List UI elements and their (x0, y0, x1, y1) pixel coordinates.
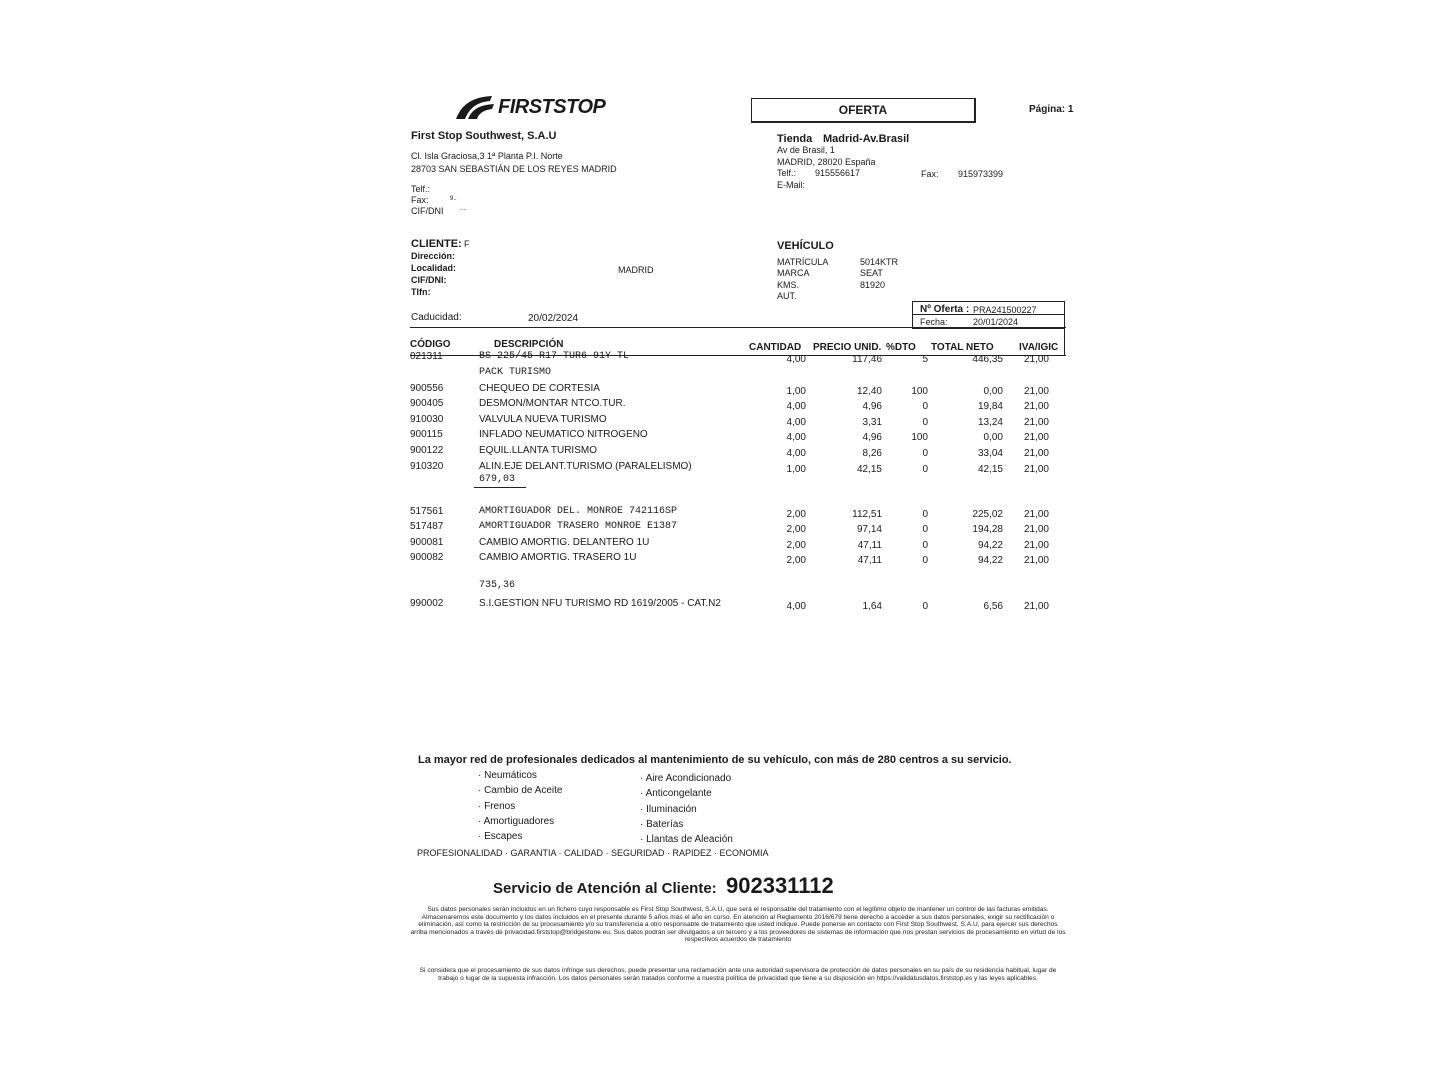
col-header-cantidad: CANTIDAD (749, 342, 802, 353)
subtotal-underline (474, 487, 526, 488)
row-unit-price: 1,64 (862, 601, 882, 612)
store-address2: MADRID, 28020 España (777, 157, 876, 167)
col-header-dto: %DTO (886, 342, 916, 353)
service-item (640, 773, 731, 784)
company-address1: Cl. Isla Graciosa,3 1ª Planta P.I. Norte (411, 151, 563, 161)
store-email-label: E-Mail: (777, 180, 806, 190)
vehicle-matricula-label: MATRÍCULA (777, 257, 829, 267)
row-quantity: 4,00 (786, 448, 806, 459)
row-iva: 21,00 (1023, 464, 1049, 475)
row-description: S.I.GESTION NFU TURISMO RD 1619/2005 - CAT.N2 (479, 598, 721, 609)
row-total-net: 0,00 (983, 386, 1003, 397)
vehicle-marca-value: SEAT (860, 268, 883, 278)
row-total-net: 94,22 (977, 540, 1003, 551)
service-item-label: Frenos (484, 800, 516, 812)
row-discount: 0 (922, 540, 928, 551)
bullet-icon: · (478, 785, 485, 797)
row-code: 900556 (410, 383, 444, 394)
row-iva: 21,00 (1023, 417, 1049, 428)
row-description: BS 225/45 R17 TUR6 91Y TL (479, 351, 630, 362)
row-iva: 21,00 (1023, 386, 1049, 397)
row-unit-price: 112,51 (852, 509, 882, 520)
vehicle-title: VEHÍCULO (777, 240, 834, 252)
store-label: Tienda (777, 133, 813, 145)
service-item-label: Neumáticos (484, 770, 537, 781)
store-tel-label: Telf.: (777, 168, 797, 178)
page-number: Página: 1 (1029, 104, 1074, 115)
store-address1: Av de Brasil, 1 (777, 145, 835, 155)
service-item-label: Iluminación (646, 803, 697, 815)
row-unit-price: 3,31 (862, 417, 882, 428)
doc-type-box (751, 98, 976, 123)
row-total-net: 33,04 (977, 448, 1003, 459)
table-row (0, 521, 1440, 537)
caducidad-value: 20/02/2024 (528, 313, 579, 324)
row-total-net: 446,35 (972, 354, 1003, 365)
col-header-precio: PRECIO UNID. (813, 342, 882, 353)
row-code: 910320 (410, 461, 444, 472)
row-quantity: 2,00 (786, 509, 806, 520)
service-item (478, 831, 522, 842)
table-row (0, 598, 1440, 614)
row-total-net: 19,84 (977, 401, 1003, 412)
row-code: 900405 (410, 398, 444, 409)
row-code: 990002 (410, 598, 444, 609)
bullet-icon: · (478, 800, 485, 812)
offer-number-label: Nº Oferta : (920, 304, 970, 315)
table-row (0, 429, 1440, 445)
col-header-iva: IVA/IGIC (1019, 342, 1059, 353)
row-discount: 0 (922, 401, 928, 412)
service-item-label: Baterías (646, 818, 684, 830)
doc-type-title: OFERTA (838, 103, 888, 117)
service-item (478, 801, 515, 812)
client-localidad-value: MADRID (618, 265, 654, 275)
table-row (0, 383, 1440, 399)
vehicle-kms-value: 81920 (860, 280, 886, 290)
row-unit-price: 12,40 (856, 386, 882, 397)
row-iva: 21,00 (1023, 540, 1049, 551)
row-quantity: 4,00 (786, 401, 806, 412)
row-discount: 100 (911, 432, 928, 443)
row-discount: 100 (911, 386, 928, 397)
row-unit-price: 47,11 (857, 540, 882, 551)
store-fax-value: 915973399 (958, 169, 1004, 179)
client-tlfn-label: Tlfn: (411, 287, 431, 297)
vehicle-marca-label: MARCA (777, 268, 810, 278)
client-label: CLIENTE: (411, 238, 462, 250)
firststop-logo-icon (452, 93, 496, 121)
service-item (478, 785, 563, 796)
row-description: PACK TURISMO (479, 367, 552, 378)
row-discount: 0 (922, 601, 928, 612)
service-item (640, 804, 697, 815)
company-cif-value: .... (460, 206, 467, 212)
row-description: AMORTIGUADOR DEL. MONROE 742116SP (479, 506, 678, 517)
row-total-net: 13,24 (977, 417, 1003, 428)
service-item-label: Escapes (484, 831, 523, 843)
footer-values: PROFESIONALIDAD · GARANTIA · CALIDAD · SEGURIDAD · RAPIDEZ · ECONOMIA (417, 848, 769, 858)
table-row (0, 398, 1440, 414)
bullet-icon: · (478, 815, 484, 827)
vehicle-aut-label: AUT. (777, 291, 797, 301)
row-quantity: 1,00 (786, 464, 806, 475)
store-fax-label: Fax: (921, 169, 939, 179)
client-cif-label: CIF/DNI: (411, 275, 447, 285)
company-cif-label: CIF/DNI (411, 206, 444, 216)
row-code: 900081 (410, 537, 444, 548)
row-iva: 21,00 (1023, 509, 1049, 520)
row-iva: 21,00 (1023, 601, 1049, 612)
row-quantity: 4,00 (786, 432, 806, 443)
row-discount: 0 (922, 524, 928, 535)
row-iva: 21,00 (1023, 401, 1049, 412)
service-phone: 902331112 (726, 873, 834, 898)
client-value: F (464, 239, 470, 249)
row-description: 735,36 (479, 580, 516, 591)
table-row (0, 474, 1440, 490)
row-discount: 0 (922, 448, 928, 459)
row-code: 900082 (410, 552, 444, 563)
table-row (0, 506, 1440, 522)
col-header-total: TOTAL NETO (931, 342, 994, 353)
row-description: AMORTIGUADOR TRASERO MONROE E1387 (479, 521, 678, 532)
bullet-icon: · (478, 770, 485, 781)
footer-tagline: La mayor red de profesionales dedicados al mantenimiento de su vehículo, con más de 280 centros a su servicio. (418, 754, 1012, 766)
row-discount: 0 (922, 509, 928, 520)
bullet-icon: · (640, 834, 647, 846)
row-description: EQUIL.LLANTA TURISMO (479, 445, 597, 456)
table-row (0, 351, 1440, 367)
row-quantity: 2,00 (786, 555, 806, 566)
row-description: 679,03 (479, 474, 516, 485)
service-item-label: Llantas de Aleación (646, 834, 733, 846)
vehicle-kms-label: KMS. (777, 280, 800, 290)
service-item-label: Anticongelante (645, 788, 712, 800)
row-description: INFLADO NEUMATICO NITROGENO (479, 429, 648, 440)
row-unit-price: 4,96 (862, 432, 882, 443)
bullet-icon: · (640, 773, 646, 784)
company-name: First Stop Southwest, S.A.U (411, 130, 557, 142)
row-quantity: 4,00 (786, 417, 806, 428)
service-item (640, 819, 683, 830)
legal-text-2: Si considera que el procesamiento de sus datos infringe sus derechos, puede presentar una reclamación ante una autoridad supervisora de protección de datos personales en su país de su residencia habitual, lugar de trabajo o lugar de la supuesta infracción. Los datos personales serán tratados conforme a nuestra política de privacidad que tiene a su disposición en https://validatusdatos.firststop.es y las leyes aplicables. (419, 967, 1057, 982)
table-row (0, 580, 1440, 596)
row-total-net: 42,15 (977, 464, 1003, 475)
offer-date-label: Fecha: (920, 317, 948, 327)
table-row (0, 552, 1440, 568)
row-description: DESMON/MONTAR NTCO.TUR. (479, 398, 626, 409)
offer-date-value: 20/01/2024 (973, 317, 1019, 327)
col-header-codigo: CÓDIGO (410, 339, 451, 350)
row-discount: 0 (922, 417, 928, 428)
row-total-net: 0,00 (983, 432, 1003, 443)
row-unit-price: 8,26 (862, 448, 882, 459)
legal-text-1: Sus datos personales serán incluidos en un fichero cuyo responsable es First Stop Southwest, S.A.U, que será el responsable del tratamiento con el legítimo objeto de mantener un control de las facturas emitidas. Almacenaremos este documento y los datos incluidos en el presente durante 5 años más el año en curso. En atención al Reglamento 2016/679 tiene derecho a acceder a sus datos personales, exigir su rectificación o eliminación, así como la restricción de su procesamiento y/o su transferencia a otro responsable de tratamiento que usted indique. Puede ponerse en contacto con First Stop Southwest, S.A.U, para ejercer sus derechos arriba mencionados a través de privacidad.firststop@bridgestone.eu. Sus datos podrán ser divulgados a un tercero y a los proveedores de sistemas de información que nos prestan servicios de procesamiento en virtud de los respectivos acuerdos de tratamiento (410, 906, 1066, 944)
row-total-net: 94,22 (977, 555, 1003, 566)
company-fax-value: 9.. (450, 196, 457, 202)
client-direccion-label: Dirección: (411, 251, 456, 261)
vehicle-matricula-value: 5014KTR (860, 257, 899, 267)
row-quantity: 2,00 (786, 524, 806, 535)
company-address2: 28703 SAN SEBASTIÁN DE LOS REYES MADRID (411, 164, 617, 174)
service-item-label: Aire Acondicionado (645, 773, 732, 784)
row-iva: 21,00 (1023, 432, 1049, 443)
service-item (640, 788, 712, 799)
table-row (0, 414, 1440, 430)
row-discount: 0 (922, 464, 928, 475)
caducidad-label: Caducidad: (411, 312, 462, 323)
table-row (0, 445, 1440, 461)
row-iva: 21,00 (1023, 448, 1049, 459)
row-unit-price: 117,46 (852, 354, 882, 365)
row-code: 021311 (410, 351, 443, 362)
row-code: 517487 (410, 521, 444, 532)
row-description: CHEQUEO DE CORTESIA (479, 383, 600, 394)
bullet-icon: · (478, 831, 485, 843)
row-description: VALVULA NUEVA TURISMO (479, 414, 607, 425)
row-unit-price: 42,15 (856, 464, 882, 475)
company-tel-label: Telf.: (411, 184, 431, 194)
row-quantity: 4,00 (786, 354, 806, 365)
row-discount: 5 (922, 354, 928, 365)
bullet-icon: · (640, 818, 647, 830)
offer-number-value: PRA241500227 (973, 305, 1037, 315)
client-localidad-label: Localidad: (411, 263, 457, 273)
table-row (0, 537, 1440, 553)
row-code: 900122 (410, 445, 444, 456)
store-name: Madrid-Av.Brasil (823, 133, 910, 145)
bullet-icon: · (640, 803, 647, 815)
service-item-label: Amortiguadores (483, 815, 555, 827)
col-header-descripcion: DESCRIPCIÓN (494, 339, 564, 350)
row-total-net: 225,02 (972, 509, 1003, 520)
row-code: 517561 (410, 506, 444, 517)
service-label: Servicio de Atención al Cliente: (493, 880, 717, 897)
row-discount: 0 (922, 555, 928, 566)
firststop-logo (452, 92, 605, 122)
bullet-icon: · (640, 788, 646, 800)
row-iva: 21,00 (1023, 524, 1049, 535)
row-unit-price: 47,11 (857, 555, 882, 566)
row-unit-price: 97,14 (856, 524, 882, 535)
row-description: ALIN.EJE DELANT.TURISMO (PARALELISMO) (479, 461, 692, 472)
row-code: 900115 (410, 429, 443, 440)
store-tel-value: 915556617 (815, 168, 861, 178)
service-item-label: Cambio de Aceite (484, 785, 563, 797)
service-item (640, 834, 733, 845)
row-iva: 21,00 (1023, 354, 1049, 365)
table-row (0, 367, 1440, 383)
row-description: CAMBIO AMORTIG. DELANTERO 1U (479, 537, 650, 548)
row-iva: 21,00 (1023, 555, 1049, 566)
row-description: CAMBIO AMORTIG. TRASERO 1U (479, 552, 637, 563)
company-fax-label: Fax: (411, 195, 429, 205)
row-unit-price: 4,96 (862, 401, 882, 412)
service-item (478, 816, 554, 827)
brand-name: FIRSTSTOP (498, 95, 606, 118)
service-item (478, 770, 537, 781)
row-total-net: 6,56 (983, 601, 1003, 612)
table-top-line (410, 327, 1066, 328)
row-total-net: 194,28 (972, 524, 1003, 535)
row-quantity: 2,00 (786, 540, 806, 551)
row-code: 910030 (410, 414, 444, 425)
row-quantity: 1,00 (786, 386, 806, 397)
row-quantity: 4,00 (786, 601, 806, 612)
